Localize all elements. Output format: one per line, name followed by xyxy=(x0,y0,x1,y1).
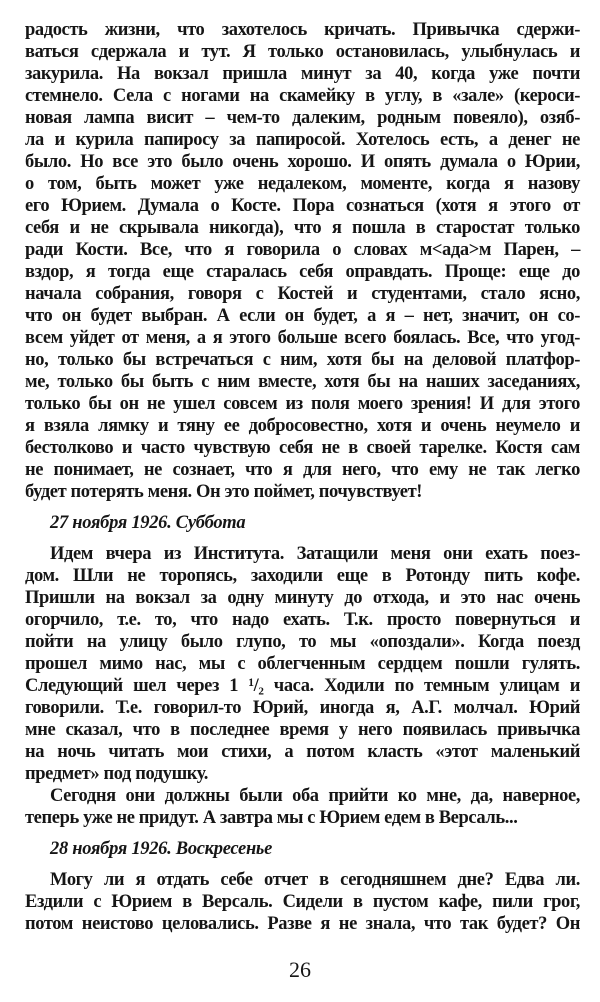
text-line: себя и не скрывала никогда), что я пошла в старостат только xyxy=(25,218,580,238)
text-line: не понимает, не сознает, что я для него, что ему не так легко xyxy=(25,460,580,480)
paragraph xyxy=(25,869,580,935)
text-line: о том, быть может уже недалеком, моменте, когда я назову xyxy=(25,174,580,194)
text-line: ради Кости. Все, что я говорила о словах м<ада>м Парен, – xyxy=(25,240,580,260)
text-line: Ездили с Юрием в Версаль. Сидели в пустом кафе, пили грог, xyxy=(25,892,580,912)
text-line: было. Но все это было очень хорошо. И опять думала о Юрии, xyxy=(25,152,580,172)
text-line: ваться сдержала и тут. Я только остановилась, улыбнулась и xyxy=(25,42,580,62)
text-line: Могу ли я отдать себе отчет в сегодняшнем дне? Едва ли. xyxy=(50,870,580,890)
text-line: теперь уже не придут. А завтра мы с Юрием едем в Версаль... xyxy=(25,808,518,828)
text-line: Сегодня они должны были оба прийти ко мне, да, наверное, xyxy=(50,786,580,806)
text-line: что он будет выбран. А если он будет, а я – нет, значит, он со- xyxy=(25,306,580,326)
date-heading: 27 ноября 1926. Суббота xyxy=(50,513,246,533)
text-line: но, только бы встречаться с ним, хотя бы на деловой платфор- xyxy=(25,350,580,370)
text-line: его Юрием. Думала о Косте. Пора сознаться (хотя я этого от xyxy=(25,196,580,216)
text-line: мне сказал, что в последнее время у него появилась привычка xyxy=(25,720,580,740)
text-line: только бы он не ушел совсем из поля моего зрения! И для этого xyxy=(25,394,580,414)
text-line: радость жизни, что захотелось кричать. Привычка сдержи- xyxy=(25,20,580,40)
text-line: на ночь читать мои стихи, а потом класть «этот маленький xyxy=(25,742,580,762)
text-line: Идем вчера из Института. Затащили меня они ехать поез- xyxy=(50,544,580,564)
paragraph xyxy=(25,543,580,785)
paragraph xyxy=(25,19,580,503)
text-line: всем уйдет от меня, а я этого больше всего боялась. Все, что угод- xyxy=(25,328,580,348)
date-heading: 28 ноября 1926. Воскресенье xyxy=(50,839,272,859)
text-line: пойти на улицу было глупо, то мы «опоздали». Когда поезд xyxy=(25,632,580,652)
text-line: дом. Шли не торопясь, заходили еще в Ротонду пить кофе. xyxy=(25,566,580,586)
text-line: ла и курила папиросу за папиросой. Хотелось есть, а денег не xyxy=(25,130,580,150)
text-line: Пришли на вокзал за одну минуту до отхода, и это нас очень xyxy=(25,588,580,608)
text-line: начала собрания, говоря с Костей и студентами, стало ясно, xyxy=(25,284,580,304)
text-line: предмет» под подушку. xyxy=(25,764,209,784)
text-line: я взяла лямку и тяну ее добросовестно, хотя и очень неумело и xyxy=(25,416,580,436)
text-line: стемнело. Села с ногами на скамейку в углу, в «зале» (кероси- xyxy=(25,86,580,106)
text-line: огорчило, т.е. то, что надо ехать. Т.к. просто повернуться и xyxy=(25,610,580,630)
text-line: говорили. Т.е. говорил-то Юрий, иногда я, А.Г. молчал. Юрий xyxy=(25,698,580,718)
text-line: бестолково и часто чувствую себя не в своей тарелке. Костя сам xyxy=(25,438,580,458)
paragraph xyxy=(25,785,580,829)
text-line: будет потерять меня. Он это поймет, почувствует! xyxy=(25,482,423,502)
text-line: прошел мимо нас, мы с облегченным сердцем пошли гулять. xyxy=(25,654,580,674)
text-line: вздор, я тогда еще старалась себя оправдать. Проще: еще до xyxy=(25,262,580,282)
text-line: Следующий шел через 1 ¹/₂ часа. Ходили по темным улицам и xyxy=(25,676,580,696)
text-line: закурила. На вокзал пришла минут за 40, когда уже почти xyxy=(25,64,580,84)
page-number: 26 xyxy=(289,957,311,982)
text-line: потом неистово целовались. Разве я не знала, что так будет? Он xyxy=(25,914,580,934)
text-line: новая лампа висит – чем-то далеким, родным повеяло), озяб- xyxy=(25,108,580,128)
text-line: ме, только бы быть с ним вместе, хотя бы на наших заседаниях, xyxy=(25,372,580,392)
